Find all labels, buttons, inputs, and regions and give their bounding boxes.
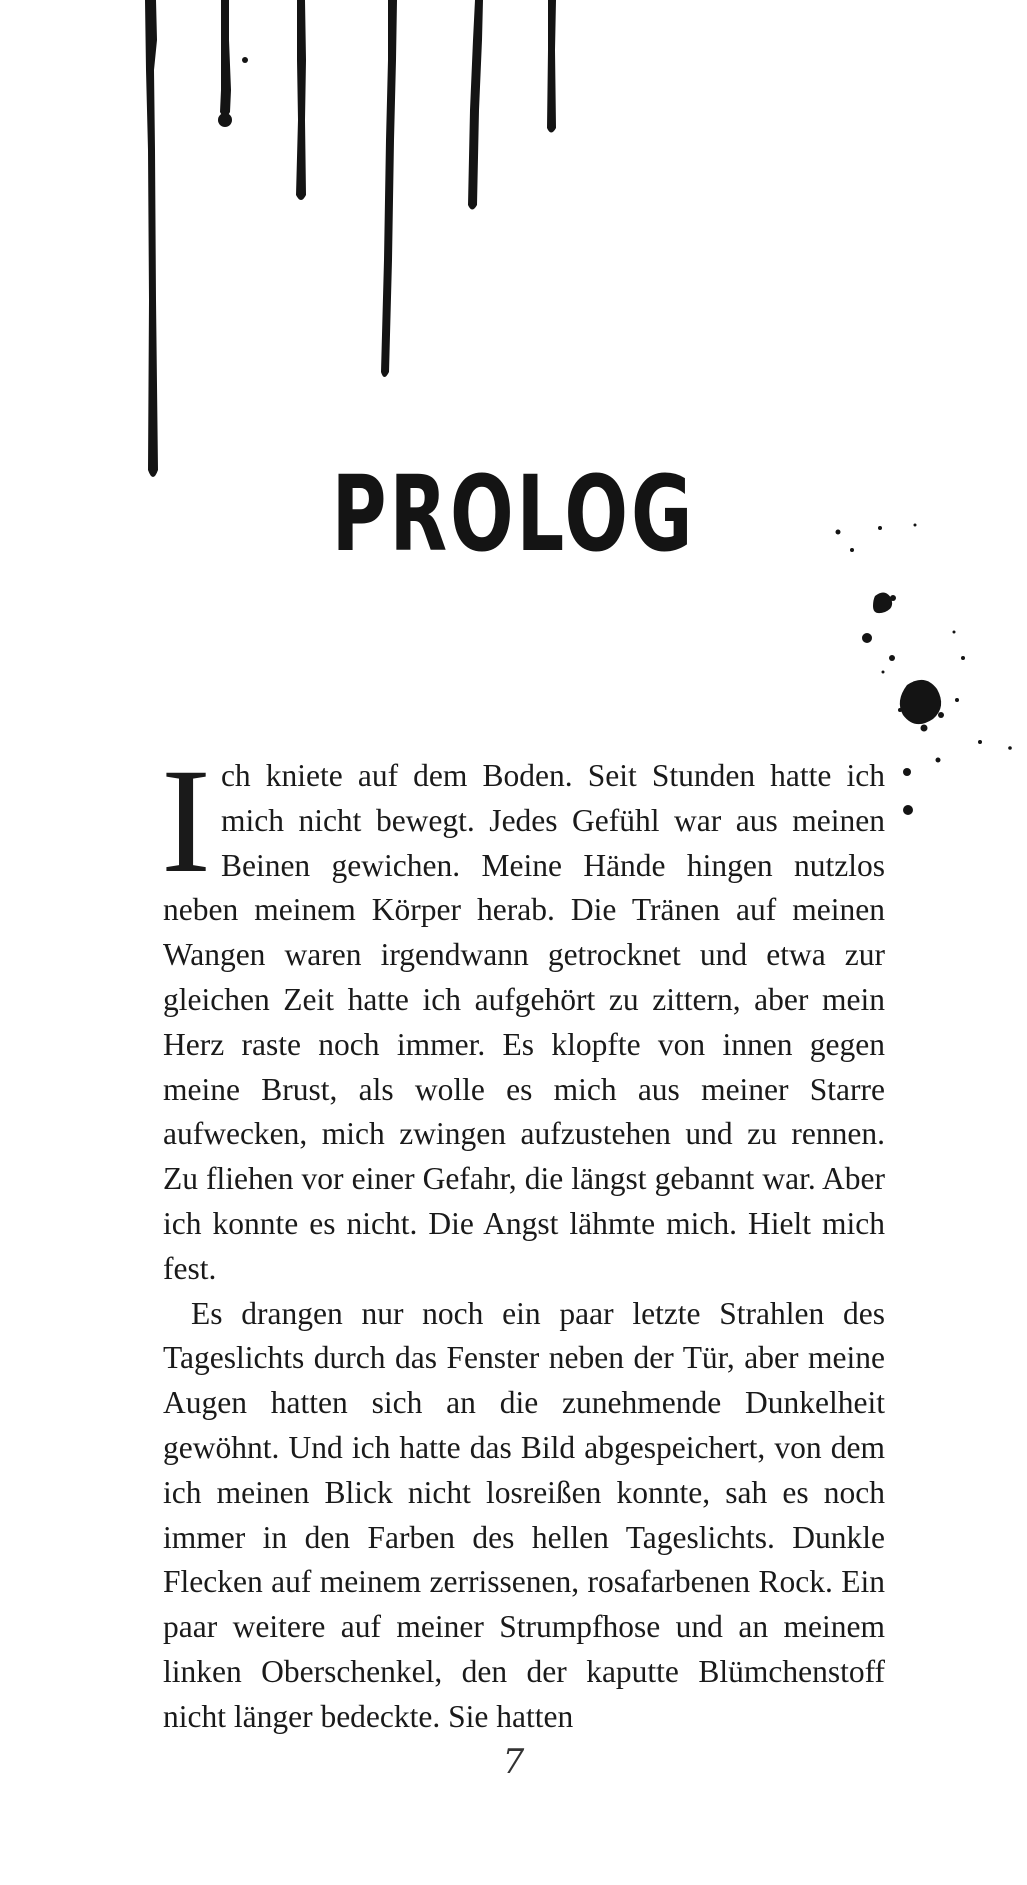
ink-drip	[468, 0, 483, 210]
paragraph-1	[161, 738, 885, 1292]
page-number: 7	[502, 1742, 525, 1782]
ink-drip	[296, 0, 306, 200]
paragraph-2: Es drangen nur noch ein paar letzte Strahlen des Tageslichts durch das Fenster neben der Tür, aber meine Augen hatten sich an die zunehmende Dunkelheit gewöhnt. Und ich hatte das Bild abgespeichert, von dem ich meinen Blick nicht losreißen konnte, sah es noch immer in den Farben des hellen Tageslichts. Dunkle Flecken auf meinem zerrissenen, rosafarbenen Rock. Ein paar weitere auf meiner Strumpfhose und an meinem linken Oberschenkel, den der kaputte Blümchenstoff nicht länger bedeckte. Sie hatten	[163, 1295, 885, 1734]
ink-drip-drop	[218, 113, 232, 127]
ink-dot	[242, 57, 248, 63]
ink-drip	[220, 0, 231, 117]
paragraph-1-text: ch kniete auf dem Boden. Seit Stunden hatte ich mich nicht bewegt. Jedes Gefühl war aus meinen Beinen gewichen. Meine Hände hingen nutzlos neben meinem Körper herab. Die Tränen auf meinen Wangen waren irgendwann getrocknet und etwa zur gleichen Zeit hatte ich aufgehört zu zittern, aber mein Herz raste noch immer. Es klopfte von innen gegen meine Brust, als wolle es mich aus meiner Starre aufwecken, mich zwingen aufzustehen und zu rennen. Zu fliehen vor einer Gefahr, die längst gebannt war. Aber ich konnte es nicht. Die Angst lähmte mich. Hielt mich fest.	[163, 758, 885, 1286]
ink-drip	[547, 0, 556, 133]
ink-drip	[145, 0, 158, 477]
drop-cap: I	[161, 738, 211, 904]
ink-drip	[381, 0, 397, 377]
chapter-body	[161, 738, 885, 1740]
ink-drips-decoration	[0, 0, 1027, 520]
chapter-title: PROLOG	[331, 453, 696, 575]
